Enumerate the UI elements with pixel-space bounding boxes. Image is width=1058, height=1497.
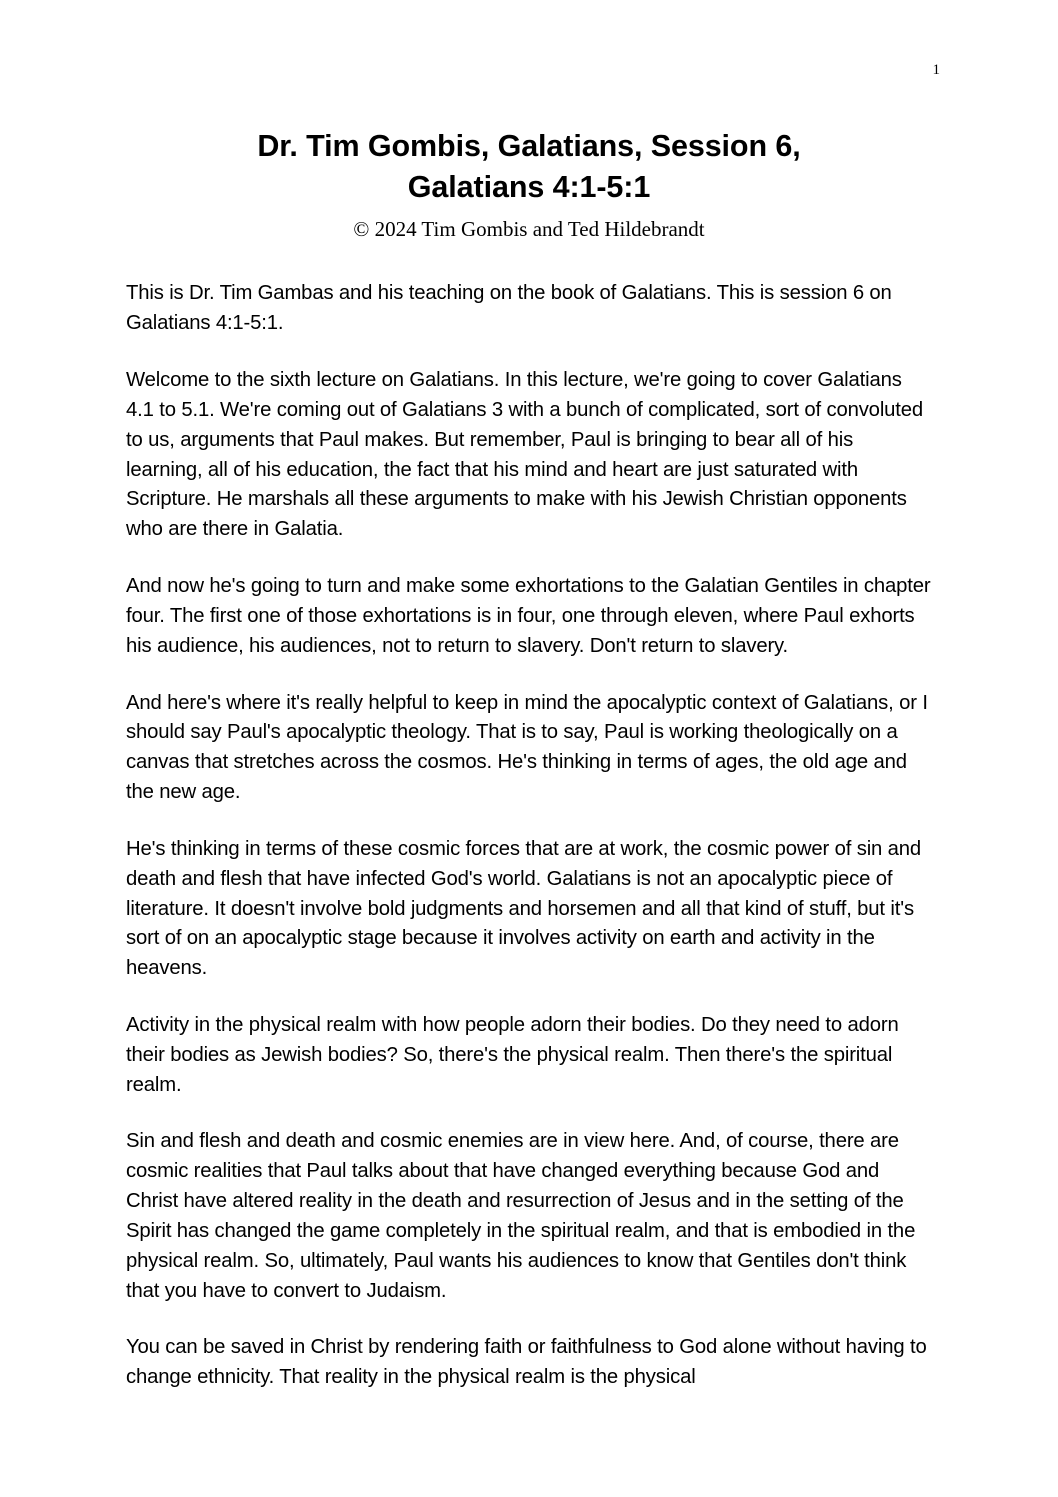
document-content xyxy=(126,126,932,1393)
paragraph: You can be saved in Christ by rendering faith or faithfulness to God alone without having to change ethnicity. That reality in the physical realm is the physical xyxy=(126,1336,927,1389)
paragraph: And now he's going to turn and make some exhortations to the Galatian Gentiles in chapter four. The first one of those exhortations is in four, one through eleven, where Paul exhorts his audience, his audiences, not to return to slavery. Don't return to slavery. xyxy=(126,575,931,657)
page-title-line-2: Galatians 4:1-5:1 xyxy=(407,169,651,204)
page-number: 1 xyxy=(932,62,940,78)
paragraph: Welcome to the sixth lecture on Galatians. In this lecture, we're going to cover Galatians 4.1 to 5.1. We're coming out of Galatians 3 with a bunch of complicated, sort of convoluted to us, arguments that Paul makes. But remember, Paul is bringing to bear all of his learning, all of his education, the fact that his mind and heart are just saturated with Scripture. He marshals all these arguments to make with his Jewish Christian opponents who are there in Galatia. xyxy=(126,369,924,541)
page-title-line-1: Dr. Tim Gombis, Galatians, Session 6, xyxy=(257,129,801,163)
page-title xyxy=(126,126,932,207)
paragraph: He's thinking in terms of these cosmic forces that are at work, the cosmic power of sin and death and flesh that have infected God's world. Galatians is not an apocalyptic piece of literature. It doesn't involve bold judgments and horsemen and all that kind of stuff, but it's sort of on an apocalyptic stage because it involves activity on earth and activity in the heavens. xyxy=(126,837,922,980)
paragraph: This is Dr. Tim Gambas and his teaching on the book of Galatians. This is session 6 on Galatians 4:1-5:1. xyxy=(126,282,892,335)
body-text xyxy=(126,279,932,1393)
copyright-line: © 2024 Tim Gombis and Ted Hildebrandt xyxy=(353,217,705,242)
paragraph: And here's where it's really helpful to keep in mind the apocalyptic context of Galatians, or I should say Paul's apocalyptic theology. That is to say, Paul is working theologically on a canvas that stretches across the cosmos. He's thinking in terms of ages, the old age and the new age. xyxy=(126,691,928,804)
paragraph: Sin and flesh and death and cosmic enemies are in view here. And, of course, there are cosmic realities that Paul talks about that have changed everything because God and Christ have altered reality in the death and resurrection of Jesus and in the setting of the Spirit has changed the game completely in the spiritual realm, and that is embodied in the physical realm. So, ultimately, Paul wants his audiences to know that Gentiles don't think that you have to convert to Judaism. xyxy=(126,1130,916,1302)
paragraph: Activity in the physical realm with how people adorn their bodies. Do they need to adorn their bodies as Jewish bodies? So, there's the physical realm. Then there's the spiritual realm. xyxy=(126,1013,899,1096)
